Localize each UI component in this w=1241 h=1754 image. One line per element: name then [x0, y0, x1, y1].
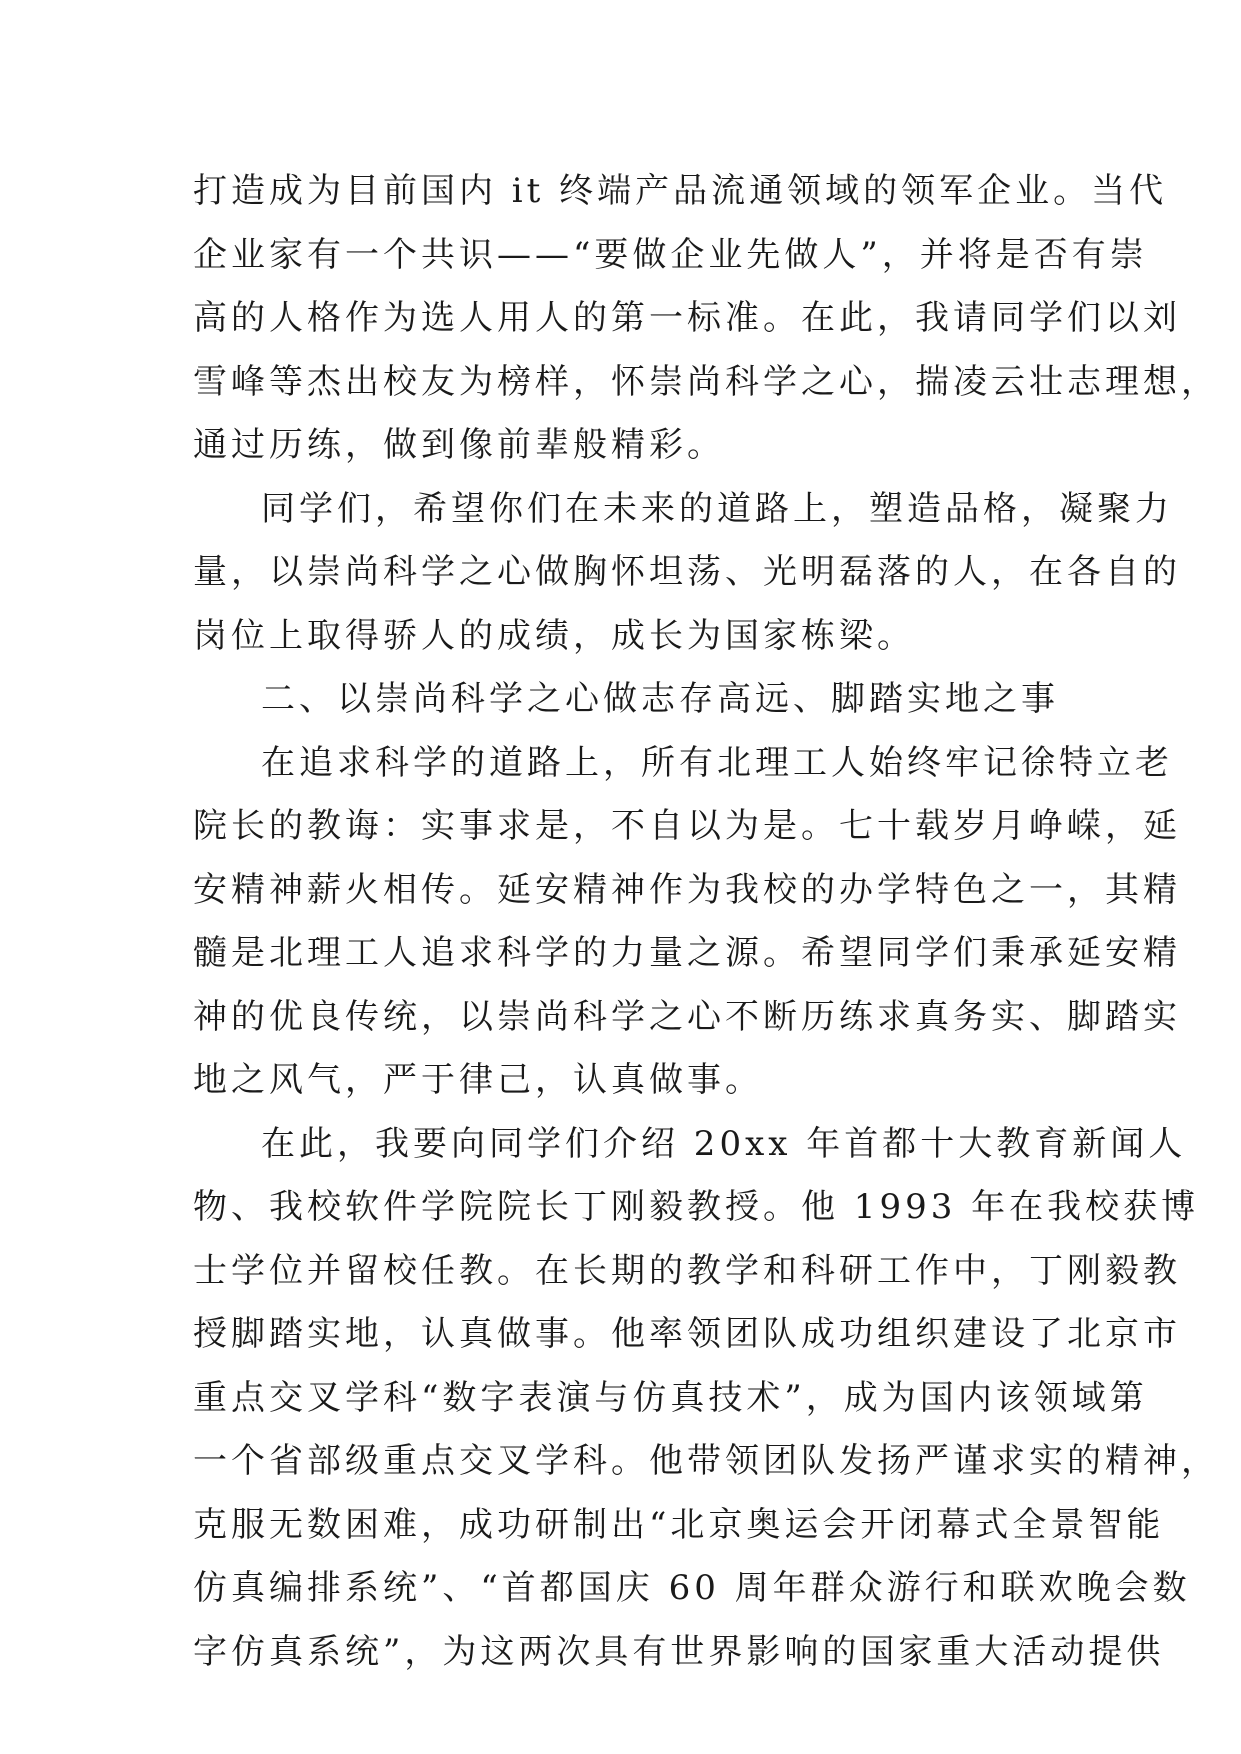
text-line: 地之风气，严于律己，认真做事。 [193, 1060, 763, 1100]
text-line: 通过历练，做到像前辈般精彩。 [193, 425, 725, 465]
body-text [193, 160, 1219, 1684]
text-line: 在追求科学的道路上，所有北理工人始终牢记徐特立老 [261, 742, 1173, 783]
text-line: 神的优良传统，以崇尚科学之心不断历练求真务实、脚踏实 [193, 996, 1181, 1037]
text-line: 仿真编排系统”、“首都国庆 60 周年群众游行和联欢晚会数 [193, 1568, 1191, 1608]
text-line: 士学位并留校任教。在长期的教学和科研工作中，丁刚毅教 [193, 1250, 1181, 1291]
text-line: 授脚踏实地，认真做事。他率领团队成功组织建设了北京市 [193, 1314, 1181, 1354]
text-line: 量，以崇尚科学之心做胸怀坦荡、光明磊落的人，在各自的 [193, 552, 1181, 592]
text-line: 打造成为目前国内 it 终端产品流通领域的领军企业。当代 [193, 171, 1168, 211]
text-line: 安精神薪火相传。延安精神作为我校的办学特色之一，其精 [193, 869, 1181, 910]
text-line: 在此，我要向同学们介绍 20xx 年首都十大教育新闻人 [261, 1123, 1187, 1164]
text-line: 二、以崇尚科学之心做志存高远、脚踏实地之事 [261, 679, 1059, 719]
text-line: 髓是北理工人追求科学的力量之源。希望同学们秉承延安精 [193, 933, 1181, 973]
text-line: 字仿真系统”，为这两次具有世界影响的国家重大活动提供 [193, 1631, 1165, 1672]
text-line: 企业家有一个共识——“要做企业先做人”，并将是否有崇 [193, 234, 1148, 275]
text-line: 岗位上取得骄人的成绩，成长为国家栋梁。 [193, 615, 915, 656]
text-line: 重点交叉学科“数字表演与仿真技术”，成为国内该领域第 [193, 1377, 1148, 1418]
text-line: 克服无数困难，成功研制出“北京奥运会开闭幕式全景智能 [193, 1504, 1165, 1545]
text-line: 物、我校软件学院院长丁刚毅教授。他 1993 年在我校获博 [193, 1187, 1200, 1227]
text-line: 高的人格作为选人用人的第一标准。在此，我请同学们以刘 [193, 298, 1181, 338]
text-line: 一个省部级重点交叉学科。他带领团队发扬严谨求实的精神， [193, 1441, 1219, 1481]
text-line: 雪峰等杰出校友为榜样，怀崇尚科学之心，揣凌云壮志理想， [193, 361, 1219, 402]
text-line: 同学们，希望你们在未来的道路上，塑造品格，凝聚力 [261, 488, 1173, 529]
text-line: 院长的教诲：实事求是，不自以为是。七十载岁月峥嵘，延 [193, 806, 1181, 846]
